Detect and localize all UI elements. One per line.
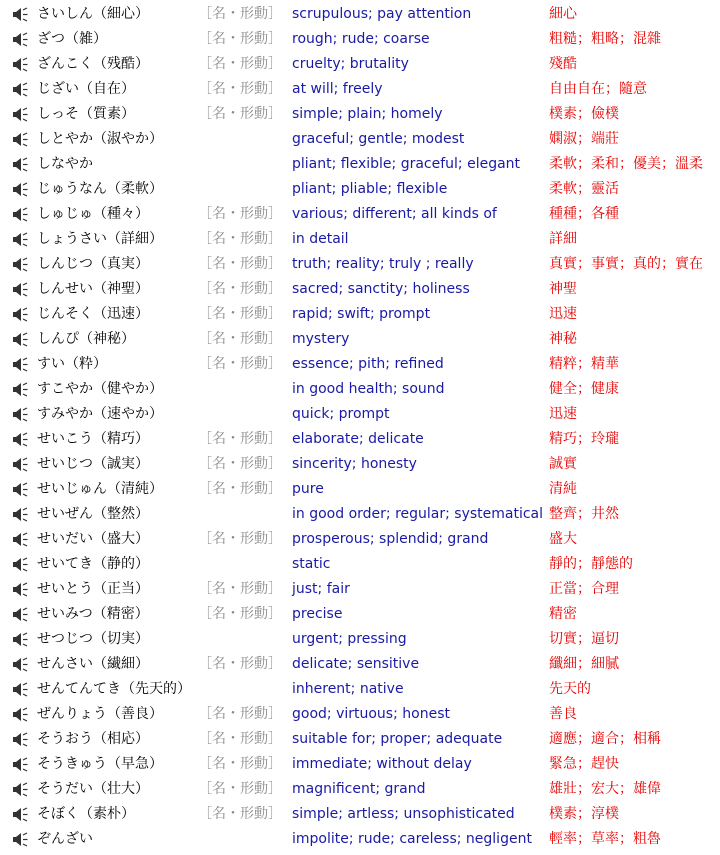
vocab-row-12 xyxy=(0,277,720,302)
part-of-speech: ［名・形動］ xyxy=(198,756,282,772)
speaker-icon[interactable] xyxy=(12,307,28,322)
english-meaning: inherent; native xyxy=(292,681,404,697)
vocab-row-14 xyxy=(0,327,720,352)
part-of-speech: ［名・形動］ xyxy=(198,356,282,372)
part-of-speech: ［名・形動］ xyxy=(198,231,282,247)
japanese-word: すこやか（健やか） xyxy=(37,381,163,397)
speaker-icon[interactable] xyxy=(12,357,28,372)
japanese-word: ぜんりょう（善良） xyxy=(37,706,163,722)
part-of-speech: ［名・形動］ xyxy=(198,606,282,622)
japanese-word: せいだい（盛大） xyxy=(37,531,149,547)
speaker-icon[interactable] xyxy=(12,7,28,22)
vocab-row-5 xyxy=(0,102,720,127)
english-meaning: pliant; flexible; graceful; elegant xyxy=(292,156,521,172)
english-meaning: sincerity; honesty xyxy=(292,456,417,472)
vocab-row-22 xyxy=(0,527,720,552)
speaker-icon[interactable] xyxy=(12,132,28,147)
vocab-row-21 xyxy=(0,502,720,527)
chinese-meaning: 殘酷 xyxy=(549,56,577,72)
japanese-word: せつじつ（切実） xyxy=(37,631,149,647)
vocab-row-11 xyxy=(0,252,720,277)
part-of-speech: ［名・形動］ xyxy=(198,281,282,297)
chinese-meaning: 樸素；淳樸 xyxy=(549,806,619,822)
chinese-meaning: 清純 xyxy=(549,481,577,497)
chinese-meaning: 誠實 xyxy=(549,456,577,472)
japanese-word: せいてき（静的） xyxy=(37,556,149,572)
english-meaning: immediate; without delay xyxy=(292,756,472,772)
part-of-speech: ［名・形動］ xyxy=(198,806,282,822)
vocab-row-13 xyxy=(0,302,720,327)
vocab-row-4 xyxy=(0,77,720,102)
vocab-row-30 xyxy=(0,727,720,752)
chinese-meaning: 正當；合理 xyxy=(549,581,619,597)
english-meaning: pliant; pliable; flexible xyxy=(292,181,448,197)
vocab-row-27 xyxy=(0,652,720,677)
japanese-word: せんてんてき（先天的） xyxy=(37,681,191,697)
part-of-speech: ［名・形動］ xyxy=(198,731,282,747)
japanese-word: そうおう（相応） xyxy=(37,731,149,747)
chinese-meaning: 粗糙；粗略；混雜 xyxy=(549,31,661,47)
japanese-word: しゅじゅ（種々） xyxy=(37,206,149,222)
part-of-speech: ［名・形動］ xyxy=(198,31,282,47)
english-meaning: delicate; sensitive xyxy=(292,656,420,672)
vocab-row-17 xyxy=(0,402,720,427)
vocab-row-28 xyxy=(0,677,720,702)
vocab-row-2 xyxy=(0,27,720,52)
english-meaning: graceful; gentle; modest xyxy=(292,131,465,147)
part-of-speech: ［名・形動］ xyxy=(198,431,282,447)
part-of-speech: ［名・形動］ xyxy=(198,256,282,272)
chinese-meaning: 柔軟；靈活 xyxy=(549,181,619,197)
part-of-speech: ［名・形動］ xyxy=(198,581,282,597)
english-meaning: prosperous; splendid; grand xyxy=(292,531,489,547)
speaker-icon[interactable] xyxy=(12,82,28,97)
english-meaning: simple; plain; homely xyxy=(292,106,443,122)
chinese-meaning: 雄壯；宏大；雄偉 xyxy=(549,781,661,797)
speaker-icon[interactable] xyxy=(12,707,28,722)
speaker-icon[interactable] xyxy=(12,757,28,772)
chinese-meaning: 整齊；井然 xyxy=(549,506,619,522)
vocab-row-18 xyxy=(0,427,720,452)
english-meaning: in good order; regular; systematical xyxy=(292,506,544,522)
english-meaning: suitable for; proper; adequate xyxy=(292,731,503,747)
chinese-meaning: 神秘 xyxy=(549,331,577,347)
part-of-speech: ［名・形動］ xyxy=(198,56,282,72)
english-meaning: just; fair xyxy=(292,581,350,597)
japanese-word: せんさい（繊細） xyxy=(37,656,149,672)
speaker-icon[interactable] xyxy=(12,482,28,497)
chinese-meaning: 迅速 xyxy=(549,406,577,422)
part-of-speech: ［名・形動］ xyxy=(198,531,282,547)
part-of-speech: ［名・形動］ xyxy=(198,106,282,122)
speaker-icon[interactable] xyxy=(12,507,28,522)
japanese-word: そうきゅう（早急） xyxy=(37,756,163,772)
english-meaning: urgent; pressing xyxy=(292,631,407,647)
chinese-meaning: 盛大 xyxy=(549,531,577,547)
part-of-speech: ［名・形動］ xyxy=(198,781,282,797)
vocab-row-20 xyxy=(0,477,720,502)
japanese-word: じざい（自在） xyxy=(37,81,135,97)
chinese-meaning: 善良 xyxy=(549,706,577,722)
part-of-speech: ［名・形動］ xyxy=(198,331,282,347)
vocab-row-29 xyxy=(0,702,720,727)
english-meaning: rough; rude; coarse xyxy=(292,31,430,47)
speaker-icon[interactable] xyxy=(12,732,28,747)
chinese-meaning: 樸素；儉樸 xyxy=(549,106,619,122)
chinese-meaning: 柔軟；柔和；優美；溫柔 xyxy=(549,156,703,172)
chinese-meaning: 精巧；玲瓏 xyxy=(549,431,619,447)
japanese-word: そぼく（素朴） xyxy=(37,806,135,822)
chinese-meaning: 精密 xyxy=(549,606,577,622)
japanese-word: せいこう（精巧） xyxy=(37,431,149,447)
speaker-icon[interactable] xyxy=(12,182,28,197)
chinese-meaning: 迅速 xyxy=(549,306,577,322)
vocab-row-10 xyxy=(0,227,720,252)
speaker-icon[interactable] xyxy=(12,532,28,547)
part-of-speech: ［名・形動］ xyxy=(198,6,282,22)
english-meaning: mystery xyxy=(292,331,350,347)
japanese-word: しょうさい（詳細） xyxy=(37,231,163,247)
chinese-meaning: 纖細；細膩 xyxy=(549,656,619,672)
chinese-meaning: 詳細 xyxy=(549,231,577,247)
english-meaning: at will; freely xyxy=(292,81,383,97)
speaker-icon[interactable] xyxy=(12,257,28,272)
speaker-icon[interactable] xyxy=(12,157,28,172)
japanese-word: ぞんざい xyxy=(37,831,93,847)
chinese-meaning: 切實；逼切 xyxy=(549,631,619,647)
vocab-row-19 xyxy=(0,452,720,477)
speaker-icon[interactable] xyxy=(12,632,28,647)
chinese-meaning: 嫻淑；端莊 xyxy=(549,131,619,147)
japanese-word: すい（粋） xyxy=(37,356,107,372)
speaker-icon[interactable] xyxy=(12,107,28,122)
japanese-word: しんせい（神聖） xyxy=(37,281,149,297)
japanese-word: じゅうなん（柔軟） xyxy=(37,181,163,197)
english-meaning: sacred; sanctity; holiness xyxy=(292,281,470,297)
speaker-icon[interactable] xyxy=(12,457,28,472)
english-meaning: in detail xyxy=(292,231,349,247)
english-meaning: various; different; all kinds of xyxy=(292,206,497,222)
vocab-row-25 xyxy=(0,602,720,627)
english-meaning: scrupulous; pay attention xyxy=(292,6,472,22)
speaker-icon[interactable] xyxy=(12,657,28,672)
english-meaning: rapid; swift; prompt xyxy=(292,306,431,322)
vocabulary-list xyxy=(0,2,720,852)
speaker-icon[interactable] xyxy=(12,282,28,297)
vocab-row-16 xyxy=(0,377,720,402)
vocab-row-6 xyxy=(0,127,720,152)
speaker-icon[interactable] xyxy=(12,607,28,622)
speaker-icon[interactable] xyxy=(12,807,28,822)
part-of-speech: ［名・形動］ xyxy=(198,456,282,472)
speaker-icon[interactable] xyxy=(12,557,28,572)
vocab-row-26 xyxy=(0,627,720,652)
japanese-word: せいぜん（整然） xyxy=(37,506,149,522)
vocab-row-32 xyxy=(0,777,720,802)
part-of-speech: ［名・形動］ xyxy=(198,81,282,97)
japanese-word: しっそ（質素） xyxy=(37,106,135,122)
english-meaning: precise xyxy=(292,606,343,622)
vocab-row-15 xyxy=(0,352,720,377)
chinese-meaning: 細心 xyxy=(549,6,577,22)
speaker-icon[interactable] xyxy=(12,332,28,347)
vocab-row-9 xyxy=(0,202,720,227)
vocab-row-31 xyxy=(0,752,720,777)
chinese-meaning: 先天的 xyxy=(549,681,591,697)
chinese-meaning: 健全；健康 xyxy=(549,381,619,397)
japanese-word: そうだい（壮大） xyxy=(37,781,149,797)
japanese-word: さいしん（細心） xyxy=(37,6,149,22)
english-meaning: impolite; rude; careless; negligent xyxy=(292,831,532,847)
chinese-meaning: 神聖 xyxy=(549,281,577,297)
vocab-row-8 xyxy=(0,177,720,202)
english-meaning: good; virtuous; honest xyxy=(292,706,450,722)
english-meaning: cruelty; brutality xyxy=(292,56,409,72)
part-of-speech: ［名・形動］ xyxy=(198,481,282,497)
chinese-meaning: 種種；各種 xyxy=(549,206,619,222)
speaker-icon[interactable] xyxy=(12,582,28,597)
japanese-word: ざんこく（残酷） xyxy=(37,56,149,72)
vocab-row-3 xyxy=(0,52,720,77)
chinese-meaning: 緊急；趕快 xyxy=(549,756,619,772)
japanese-word: すみやか（速やか） xyxy=(37,406,163,422)
speaker-icon[interactable] xyxy=(12,32,28,47)
speaker-icon[interactable] xyxy=(12,232,28,247)
english-meaning: quick; prompt xyxy=(292,406,390,422)
japanese-word: しんぴ（神秘） xyxy=(37,331,135,347)
english-meaning: static xyxy=(292,556,331,572)
japanese-word: せいじゅん（清純） xyxy=(37,481,163,497)
chinese-meaning: 自由自在；隨意 xyxy=(549,81,647,97)
speaker-icon[interactable] xyxy=(12,432,28,447)
speaker-icon[interactable] xyxy=(12,682,28,697)
vocab-row-23 xyxy=(0,552,720,577)
speaker-icon[interactable] xyxy=(12,832,28,847)
japanese-word: しんじつ（真実） xyxy=(37,256,149,272)
english-meaning: elaborate; delicate xyxy=(292,431,424,447)
japanese-word: ざつ（雑） xyxy=(37,31,107,47)
vocab-row-34 xyxy=(0,827,720,852)
japanese-word: しなやか xyxy=(37,156,93,172)
chinese-meaning: 真實；事實；真的；實在 xyxy=(549,256,703,272)
part-of-speech: ［名・形動］ xyxy=(198,656,282,672)
japanese-word: せいみつ（精密） xyxy=(37,606,149,622)
japanese-word: せいとう（正当） xyxy=(37,581,149,597)
chinese-meaning: 輕率；草率；粗魯 xyxy=(549,831,661,847)
part-of-speech: ［名・形動］ xyxy=(198,306,282,322)
english-meaning: truth; reality; truly ; really xyxy=(292,256,474,272)
vocab-row-24 xyxy=(0,577,720,602)
vocab-row-1 xyxy=(0,2,720,27)
chinese-meaning: 靜的；靜態的 xyxy=(549,556,633,572)
speaker-icon[interactable] xyxy=(12,57,28,72)
speaker-icon[interactable] xyxy=(12,407,28,422)
japanese-word: しとやか（淑やか） xyxy=(37,131,163,147)
english-meaning: simple; artless; unsophisticated xyxy=(292,806,515,822)
speaker-icon[interactable] xyxy=(12,207,28,222)
english-meaning: magnificent; grand xyxy=(292,781,426,797)
japanese-word: せいじつ（誠実） xyxy=(37,456,149,472)
chinese-meaning: 適應；適合；相稱 xyxy=(549,731,661,747)
english-meaning: pure xyxy=(292,481,324,497)
part-of-speech: ［名・形動］ xyxy=(198,706,282,722)
vocab-row-7 xyxy=(0,152,720,177)
english-meaning: essence; pith; refined xyxy=(292,356,444,372)
part-of-speech: ［名・形動］ xyxy=(198,206,282,222)
vocab-row-33 xyxy=(0,802,720,827)
speaker-icon[interactable] xyxy=(12,382,28,397)
speaker-icon[interactable] xyxy=(12,782,28,797)
english-meaning: in good health; sound xyxy=(292,381,445,397)
japanese-word: じんそく（迅速） xyxy=(37,306,149,322)
chinese-meaning: 精粹；精華 xyxy=(549,356,619,372)
